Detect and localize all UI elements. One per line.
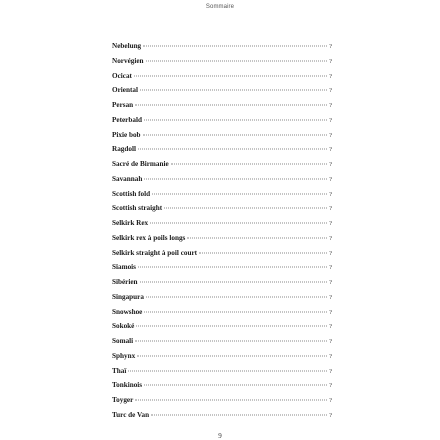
dot-leader — [143, 46, 327, 47]
toc-entry-title: Pixie bob — [112, 130, 141, 139]
page-number: 9 — [218, 432, 222, 440]
toc-entry[interactable] — [112, 219, 332, 234]
toc-entry[interactable] — [112, 234, 332, 249]
dot-leader — [143, 134, 328, 135]
toc-entry[interactable] — [112, 396, 332, 411]
toc-entry-title: Norvégien — [112, 56, 144, 65]
dot-leader — [144, 385, 327, 386]
toc-entry-page: ? — [329, 43, 332, 50]
toc-entry-title: Scottish fold — [112, 189, 151, 198]
toc-entry-page: ? — [329, 308, 332, 316]
toc-entry[interactable] — [112, 86, 332, 101]
toc-entry[interactable] — [112, 116, 332, 131]
toc-entry-title: Sacré de Birmanie — [112, 160, 169, 168]
toc-entry-title: Thaï — [112, 366, 127, 375]
dot-leader — [135, 341, 327, 342]
toc-entry-page: ? — [329, 102, 332, 109]
toc-entry[interactable] — [112, 308, 332, 323]
dot-leader — [199, 252, 327, 253]
dot-leader — [144, 119, 327, 120]
toc-entry-page: ? — [329, 116, 332, 124]
toc-entry[interactable] — [112, 381, 332, 396]
toc-entry[interactable] — [112, 322, 332, 337]
toc-entry-page: ? — [329, 72, 332, 80]
toc-entry-page: ? — [329, 205, 332, 213]
dot-leader — [187, 237, 327, 238]
toc-entry[interactable] — [112, 145, 332, 160]
toc-entry[interactable] — [112, 352, 332, 367]
toc-entry[interactable] — [112, 101, 332, 116]
page-header-title: Sommaire — [205, 4, 235, 10]
dot-leader — [134, 75, 327, 76]
dot-leader — [135, 105, 327, 106]
toc-entry[interactable] — [112, 249, 332, 264]
toc-entry[interactable] — [112, 278, 332, 293]
dot-leader — [135, 400, 327, 401]
toc-entry-title: Nebelung — [112, 42, 142, 50]
toc-entry[interactable] — [112, 293, 332, 308]
toc-entry-title: Persan — [112, 101, 134, 109]
dot-leader — [152, 193, 327, 194]
dot-leader — [140, 90, 327, 91]
toc-entry[interactable] — [112, 57, 332, 72]
toc-entry-title: Sibérien — [112, 278, 138, 286]
toc-entry-title: Sphynx — [112, 351, 136, 360]
toc-entry[interactable] — [112, 175, 332, 190]
toc-entry-title: Selkirk straight à poil court — [112, 248, 198, 257]
toc-entry-page: ? — [329, 234, 332, 242]
toc-entry-title: Peterbald — [112, 115, 142, 124]
dot-leader — [144, 178, 327, 179]
toc-entry[interactable] — [112, 337, 332, 352]
dot-leader — [146, 296, 327, 297]
dot-leader — [128, 370, 327, 371]
toc-entry-page: ? — [329, 190, 332, 198]
toc-entry-page: ? — [329, 131, 332, 139]
toc-entry[interactable] — [112, 131, 332, 146]
dot-leader — [150, 223, 327, 224]
toc-entry-title: Selkirk Rex — [112, 219, 149, 227]
toc-entry-page: ? — [329, 293, 332, 301]
toc-entry[interactable] — [112, 367, 332, 382]
toc-entry-title: Selkirk rex à poils longs — [112, 233, 186, 242]
dot-leader — [151, 414, 327, 415]
toc-entry-title: Ocicat — [112, 71, 132, 80]
table-of-contents — [112, 42, 332, 426]
toc-entry-title: Turc de Van — [112, 410, 150, 419]
toc-entry-page: ? — [329, 323, 332, 331]
toc-entry-title: Somali — [112, 337, 134, 345]
toc-entry-title: Savannah — [112, 174, 143, 183]
dot-leader — [137, 355, 327, 356]
toc-entry-page: ? — [329, 397, 332, 404]
toc-entry-title: Siamois — [112, 263, 136, 272]
toc-entry-title: Scottish straight — [112, 204, 163, 213]
toc-entry[interactable] — [112, 42, 332, 57]
toc-entry-page: ? — [329, 279, 332, 286]
toc-entry[interactable] — [112, 72, 332, 87]
toc-entry-page: ? — [329, 264, 332, 272]
dot-leader — [146, 60, 328, 61]
toc-entry-page: ? — [329, 146, 332, 154]
toc-entry-title: Sokoké — [112, 322, 135, 331]
toc-entry-page: ? — [329, 382, 332, 390]
toc-entry-page: ? — [329, 338, 332, 345]
toc-entry-page: ? — [329, 57, 332, 65]
toc-entry[interactable] — [112, 411, 332, 426]
toc-entry-page: ? — [329, 161, 332, 168]
toc-entry-page: ? — [329, 367, 332, 375]
toc-entry-title: Snowshoe — [112, 307, 143, 316]
toc-entry-page: ? — [329, 249, 332, 257]
dot-leader — [140, 282, 328, 283]
toc-entry-title: Toyger — [112, 396, 134, 404]
toc-entry-page: ? — [329, 352, 332, 360]
dot-leader — [144, 311, 327, 312]
toc-entry[interactable] — [112, 190, 332, 205]
toc-entry-page: ? — [329, 411, 332, 419]
toc-entry-title: Oriental — [112, 86, 138, 95]
dot-leader — [138, 149, 327, 150]
toc-entry-title: Tonkinois — [112, 381, 143, 390]
dot-leader — [164, 208, 327, 209]
toc-entry-page: ? — [329, 87, 332, 95]
toc-entry[interactable] — [112, 204, 332, 219]
toc-entry-page: ? — [329, 175, 332, 183]
dot-leader — [171, 164, 327, 165]
toc-entry-page: ? — [329, 220, 332, 227]
toc-entry-title: Singapura — [112, 292, 144, 301]
toc-entry-title: Ragdoll — [112, 145, 136, 154]
dot-leader — [136, 326, 327, 327]
dot-leader — [138, 267, 327, 268]
toc-entry[interactable] — [112, 263, 332, 278]
toc-entry[interactable] — [112, 160, 332, 175]
